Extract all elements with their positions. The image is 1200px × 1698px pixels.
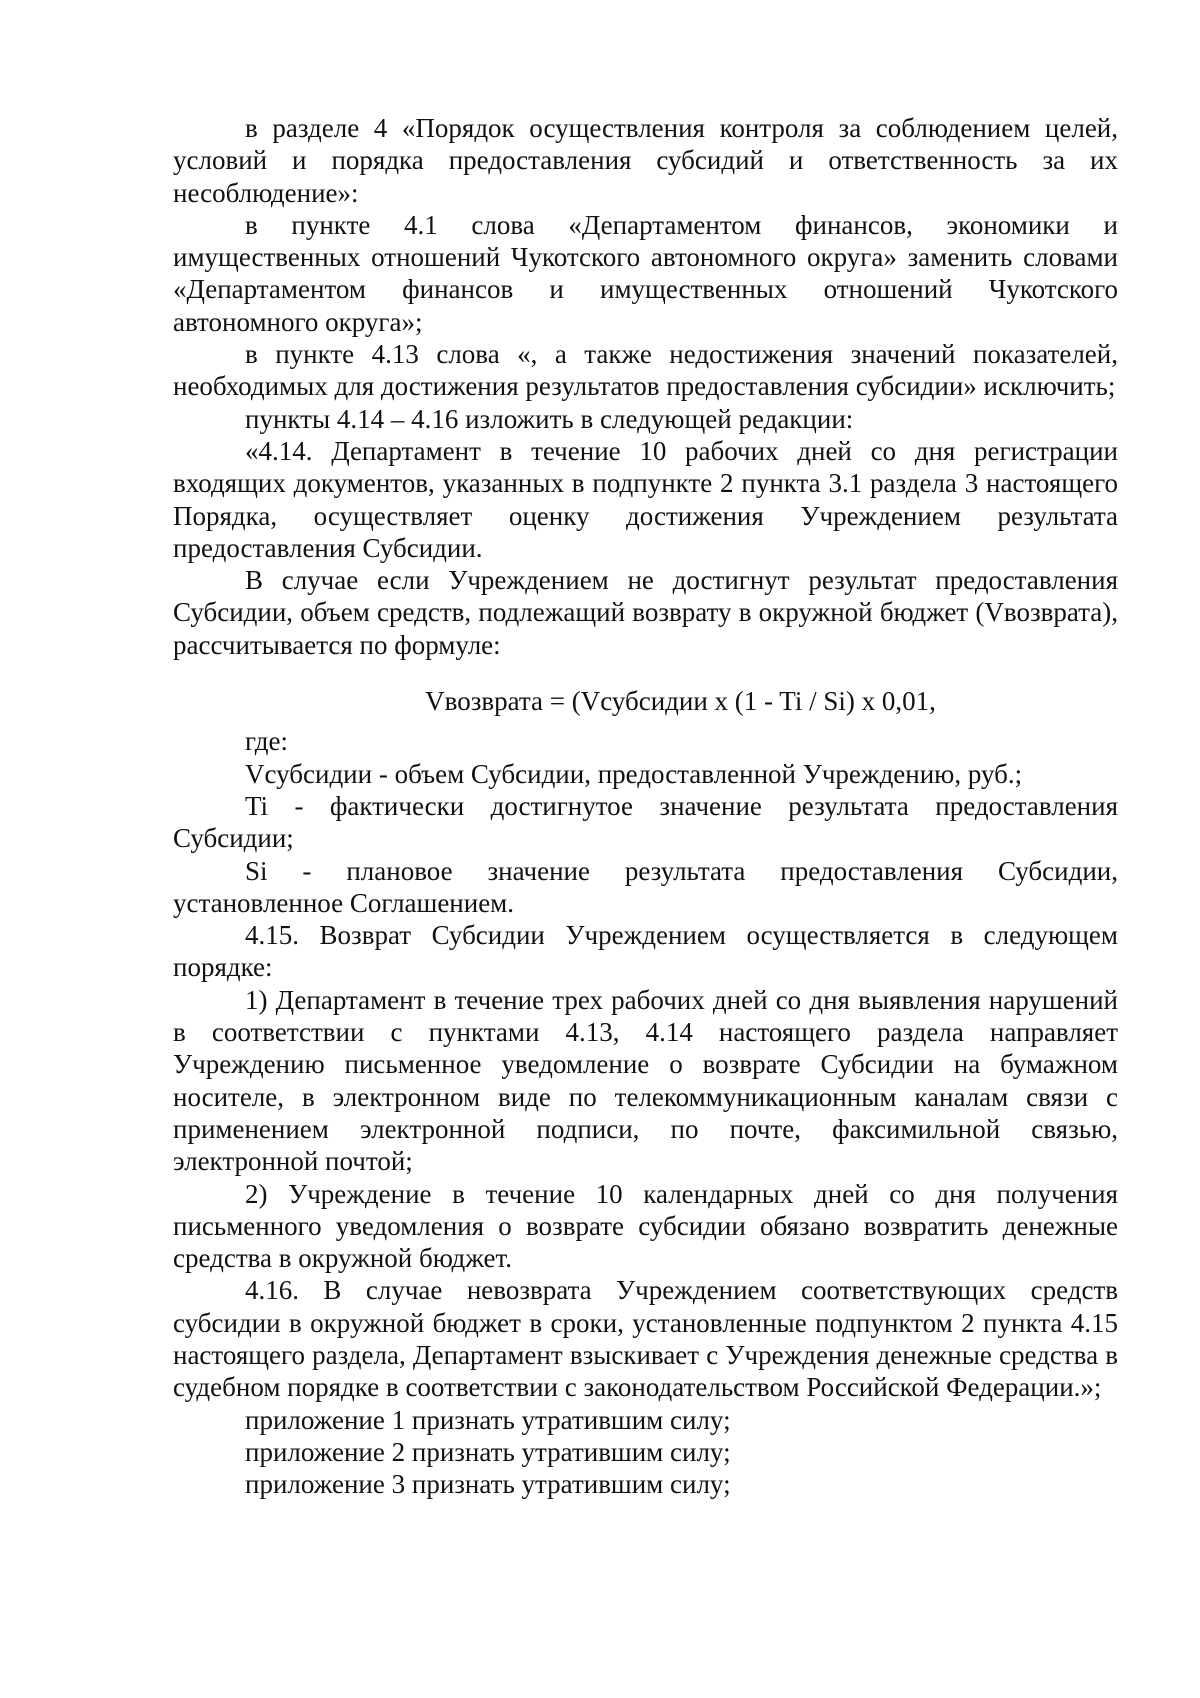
paragraph-4-14: «4.14. Департамент в течение 10 рабочих дней со дня регистрации входящих документов, указанных в подпункте 2 пункта 3.1 раздела 3 настоящего Порядка, осуществляет оценку достижения Учреждением результата предоставления Субсидии. [173,435,1118,563]
document-page [173,112,1118,1500]
paragraph-appendix-3: приложение 3 признать утратившим силу; [245,1469,731,1500]
paragraph-4-15: 4.15. Возврат Субсидии Учреждением осуществляется в следующем порядке: [173,920,1118,983]
paragraph-section-4-intro: в разделе 4 «Порядок осуществления контроля за соблюдением целей, условий и порядка предоставления субсидий и ответственность за их несоблюдение»: [173,113,1118,208]
paragraph-points-4-14-4-16: пункты 4.14 – 4.16 изложить в следующей редакции: [245,403,854,434]
paragraph-4-16: 4.16. В случае невозврата Учреждением соответствующих средств субсидии в окружной бюджет в сроки, установленные подпунктом 2 пункта 4.15 настоящего раздела, Департамент взыскивает с Учреждения денежные средства в судебном порядке в соответствии с законодательством Российской Федерации.»; [173,1275,1118,1403]
paragraph-point-4-1: в пункте 4.1 слова «Департаментом финансов, экономики и имущественных отношений Чукотского автономного округа» заменить словами «Департаментом финансов и имущественных отношений Чукотского автономного округа»; [173,209,1118,337]
paragraph-return-volume: В случае если Учреждением не достигнут результат предоставления Субсидии, объем средств, подлежащий возврату в окружной бюджет (Vвозврата), рассчитывается по формуле: [173,565,1118,660]
definition-vsubsidy: Vсубсидии - объем Субсидии, предоставленной Учреждению, руб.; [245,758,1023,789]
where-label: где: [245,726,288,757]
paragraph-appendix-2: приложение 2 признать утратившим силу; [245,1436,731,1467]
paragraph-appendix-1: приложение 1 признать утратившим силу; [245,1404,731,1435]
paragraph-point-4-13: в пункте 4.13 слова «, а также недостижения значений показателей, необходимых для достижения результатов предоставления субсидии» исключить; [173,339,1118,402]
formula: Vвозврата = (Vсубсидии x (1 - Ti / Si) x 0,01, [425,686,936,717]
paragraph-4-15-item-2: 2) Учреждение в течение 10 календарных дней со дня получения письменного уведомления о возврате субсидии обязано возвратить денежные средства в окружной бюджет. [173,1178,1118,1274]
paragraph-4-15-item-1: 1) Департамент в течение трех рабочих дней со дня выявления нарушений в соответствии с пунктами 4.13, 4.14 настоящего раздела направляет Учреждению письменное уведомление о возврате Субсидии на бумажном носителе, в электронном виде по телекоммуникационным каналам связи с применением электронной подписи, по почте, факсимильной связью, электронной почтой; [173,984,1118,1177]
definition-ti: Ti - фактически достигнутое значение результата предоставления Субсидии; [173,790,1118,854]
definition-si: Si - плановое значение результата предоставления Субсидии, установленное Соглашением. [173,855,1118,918]
